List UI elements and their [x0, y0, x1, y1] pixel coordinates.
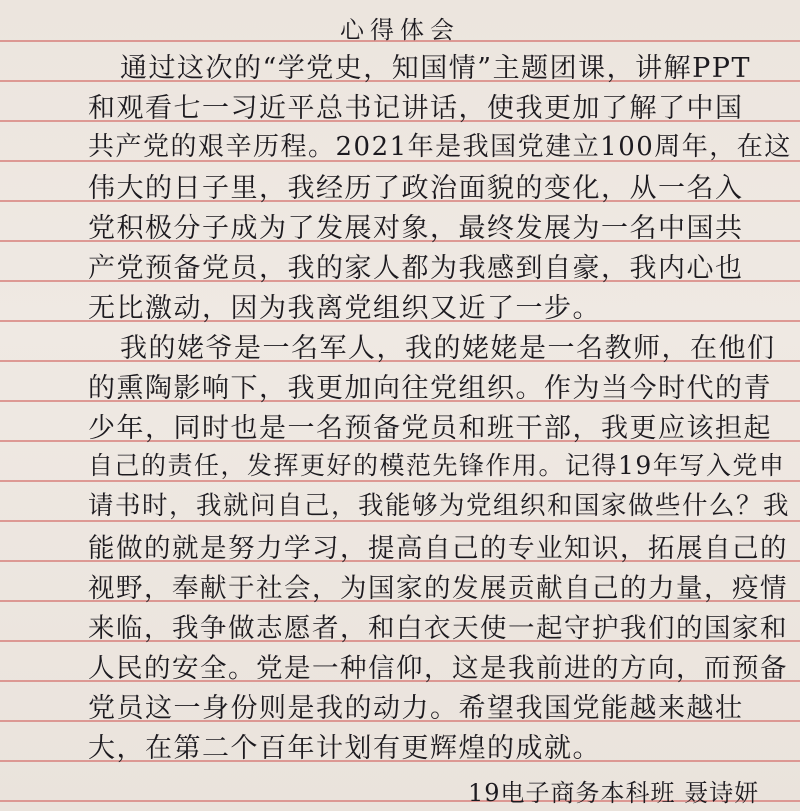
text-line: 来临，我争做志愿者，和白衣天使一起守护我们的国家和 [88, 613, 788, 644]
text-line: 自己的责任，发挥更好的模范先锋作用。记得19年写入党申 [88, 451, 786, 480]
text-line: 的熏陶影响下，我更加向往党组织。作为当今时代的青 [88, 373, 772, 404]
text-line: 我的姥爷是一名军人，我的姥姥是一名教师，在他们 [120, 333, 776, 364]
text-line: 人民的安全。党是一种信仰，这是我前进的方向，而预备 [88, 653, 788, 684]
text-line: 能做的就是努力学习，提高自己的专业知识，拓展自己的 [88, 533, 788, 564]
text-line: 无比激动，因为我离党组织又近了一步。 [88, 293, 601, 324]
text-line: 产党预备党员，我的家人都为我感到自豪，我内心也 [88, 253, 744, 284]
text-line: 伟大的日子里，我经历了政治面貌的变化，从一名入 [88, 173, 744, 204]
text-line: 和观看七一习近平总书记讲话，使我更加了解了中国 [88, 93, 744, 124]
text-line: 大，在第二个百年计划有更辉煌的成就。 [88, 733, 601, 764]
text-line: 通过这次的“学党史，知国情”主题团课，讲解PPT [120, 53, 751, 84]
text-line: 请书时，我就问自己，我能够为党组织和国家做些什么？我 [88, 491, 791, 521]
text-line: 党积极分子成为了发展对象，最终发展为一名中国共 [88, 213, 744, 244]
text-line: 共产党的艰辛历程。2021年是我国党建立100周年，在这 [88, 132, 792, 162]
page-title: 心得体会 [340, 16, 460, 44]
signature: 19电子商务本科班 聂诗妍 [468, 779, 760, 807]
text-line: 视野，奉献于社会，为国家的发展贡献自己的力量，疫情 [88, 573, 788, 604]
text-line: 少年，同时也是一名预备党员和班干部，我更应该担起 [88, 413, 772, 444]
text-line: 党员这一身份则是我的动力。希望我国党能越来越壮 [88, 693, 744, 724]
